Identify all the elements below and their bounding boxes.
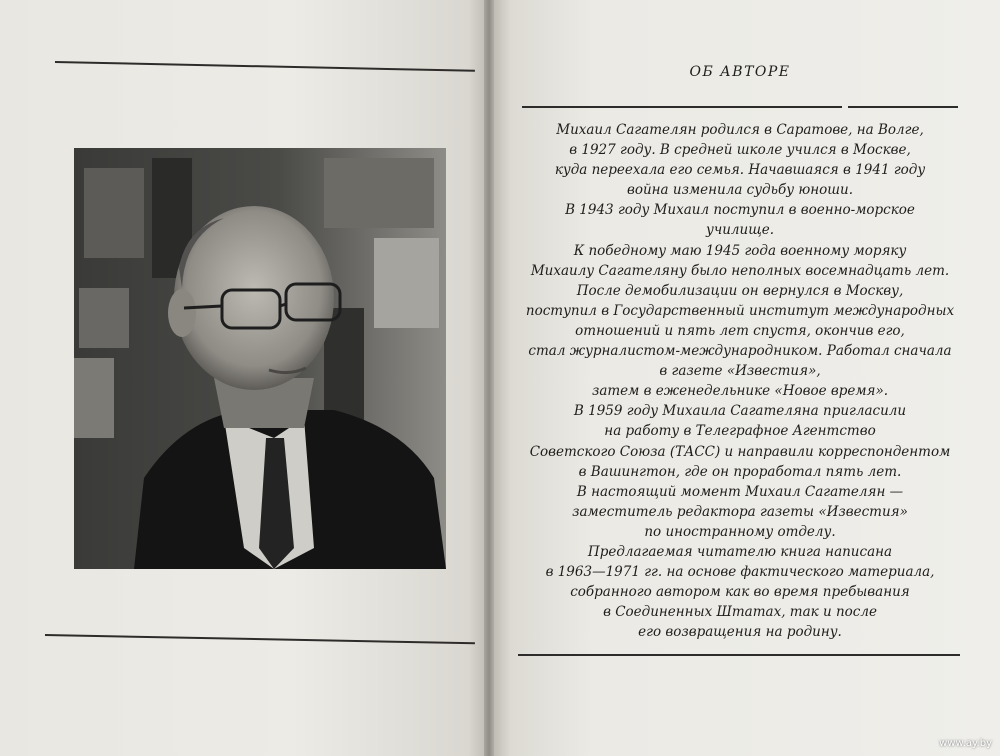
bio-line: Михаилу Сагателяну было неполных восемнадцать лет. xyxy=(530,262,950,279)
bio-line: собранного автором как во время пребывания xyxy=(570,584,910,601)
bio-line: Предлагаемая читателю книга написана xyxy=(587,543,893,560)
bio-line: К победному маю 1945 года военному моряку xyxy=(573,242,907,259)
bio-line: в 1963—1971 гг. на основе фактического материала, xyxy=(545,564,935,581)
bio-line: его возвращения на родину. xyxy=(638,624,842,641)
bio-line: заместитель редактора газеты «Известия» xyxy=(572,503,908,520)
author-portrait-photo xyxy=(74,148,446,569)
section-title: ОБ АВТОРЕ xyxy=(689,64,791,80)
right-top-rule xyxy=(522,106,842,108)
bio-line: в газете «Известия», xyxy=(659,363,821,380)
bio-line: В настоящий момент Михаил Сагателян — xyxy=(576,483,904,500)
bio-line: В 1943 году Михаил поступил в военно-морское xyxy=(565,202,915,219)
watermark-text: www.ay.by xyxy=(939,738,992,749)
bio-line: в Соединенных Штатах, так и после xyxy=(603,604,877,621)
bio-line: Михаил Сагателян родился в Саратове, на Волге, xyxy=(556,122,924,138)
bio-line: стал журналистом-международником. Работал сначала xyxy=(528,343,952,360)
bio-line: по иностранному отделу. xyxy=(644,523,836,540)
bio-line: куда переехала его семья. Начавшаяся в 1941 году xyxy=(554,162,926,179)
bio-line: затем в еженедельнике «Новое время». xyxy=(591,383,889,400)
author-bio xyxy=(505,120,975,642)
bio-line: в 1927 году. В средней школе учился в Москве, xyxy=(569,142,911,159)
bio-line: Советского Союза (ТАСС) и направили корреспондентом xyxy=(529,443,951,460)
right-top-rule-segment xyxy=(848,106,958,108)
bio-line: война изменила судьбу юноши. xyxy=(626,182,853,199)
bio-line: на работу в Телеграфное Агентство xyxy=(604,423,876,440)
book-spine xyxy=(484,0,494,756)
bio-line: В 1959 году Михаила Сагателяна пригласили xyxy=(573,403,907,420)
bio-line: училище. xyxy=(705,222,774,239)
bio-line: отношений и пять лет спустя, окончив его, xyxy=(575,322,905,339)
bio-line: поступил в Государственный институт международных xyxy=(525,302,955,319)
bio-line: в Вашингтон, где он проработал пять лет. xyxy=(578,463,902,480)
right-bottom-rule xyxy=(518,654,960,656)
bio-line: После демобилизации он вернулся в Москву, xyxy=(576,282,904,299)
